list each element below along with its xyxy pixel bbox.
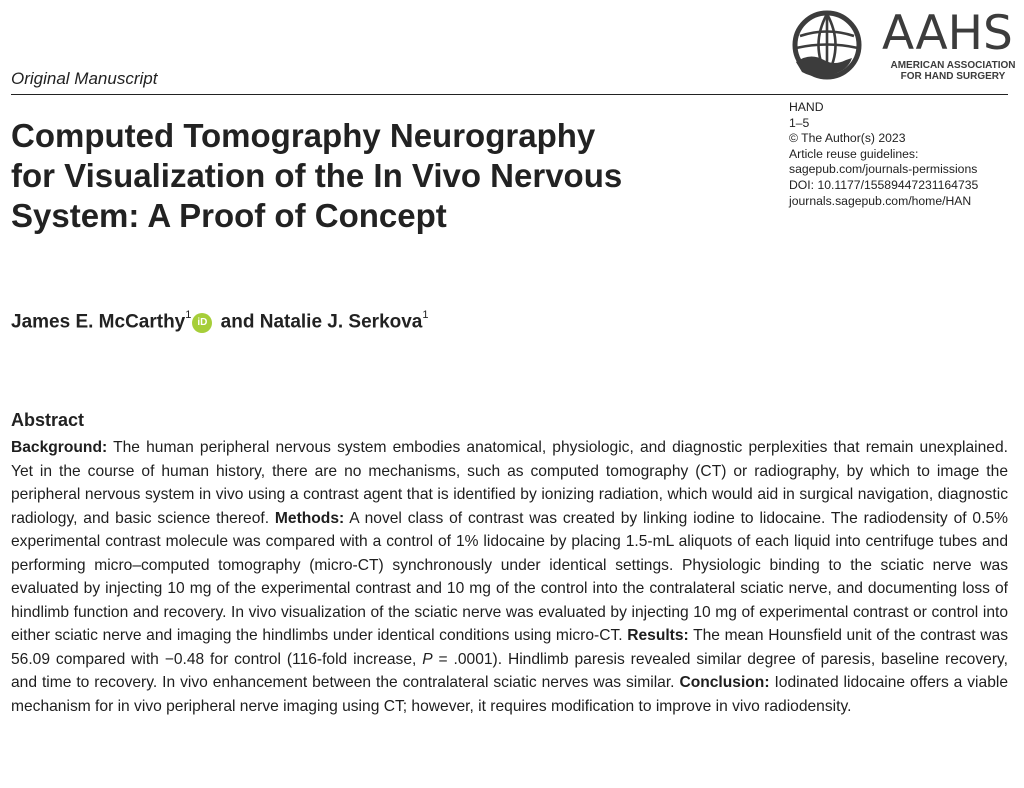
doi[interactable]: DOI: 10.1177/15589447231164735 (789, 177, 979, 192)
background-text: The human peripheral nervous system embodies anatomical, physiologic, and diagnostic perplexities that remain unexplained. Yet in the course of human history, there are no mechanisms, such as computed tomography (CT) or radiography, by which to image the peripheral nervous system in vivo using a contrast agent that is identified by ionizing radiation, which would aid in surgical navigation, diagnostic radiology, and basic science thereof. (11, 439, 1008, 527)
globe-hand-icon (790, 10, 864, 84)
author-list (11, 311, 429, 333)
journal-name: HAND (789, 100, 824, 114)
logo-name-line1: AMERICAN ASSOCIATION (890, 60, 1016, 71)
author-name: Natalie J. Serkova (259, 311, 423, 333)
results-text-continued: = .0001). Hindlimb paresis revealed similar degree of paresis, baseline recovery, and time to recovery. In vivo enhancement between the contralateral sciatic nerves was similar. (11, 650, 1008, 691)
affiliation-marker: 1 (185, 309, 192, 321)
header-rule (11, 94, 1008, 95)
p-value-symbol: P (422, 650, 433, 668)
logo-acronym: AAHS (882, 6, 1013, 61)
reuse-link[interactable]: sagepub.com/journals-permissions (789, 162, 978, 177)
title-line-3: System: A Proof of Concept (11, 197, 447, 234)
reuse-label: Article reuse guidelines: (789, 146, 919, 161)
abstract-body (11, 436, 1008, 718)
article-meta (789, 100, 1019, 209)
title-line-1: Computed Tomography Neurography (11, 117, 596, 154)
orcid-icon[interactable]: iD (192, 313, 212, 333)
copyright: © The Author(s) 2023 (789, 131, 906, 146)
logo-organization-name (883, 60, 1023, 82)
background-label: Background: (11, 439, 108, 456)
article-title (11, 116, 751, 236)
methods-label: Methods: (274, 509, 345, 527)
author-conjunction: and (220, 311, 255, 333)
affiliation-marker: 1 (422, 309, 429, 321)
conclusion-label: Conclusion: (679, 674, 770, 691)
results-text: The mean Hounsfield unit of the contrast was 56.09 compared with −0.48 for control (116-fold increase, (11, 627, 1008, 668)
title-line-2: for Visualization of the In Vivo Nervous (11, 157, 623, 194)
manuscript-type: Original Manuscript (11, 69, 158, 88)
logo-name-line2: FOR HAND SURGERY (900, 71, 1006, 82)
author-name: James E. McCarthy (11, 311, 186, 333)
page-range: 1–5 (789, 115, 810, 130)
journal-link[interactable]: journals.sagepub.com/home/HAN (789, 193, 972, 208)
aahs-logo (790, 8, 1020, 86)
methods-text: A novel class of contrast was created by linking iodine to lidocaine. The radiodensity of 0.5% experimental contrast molecule was compared with a control of 1% lidocaine by placing 1.5-mL aliquots of each liquid into centrifuge tubes and performing micro–computed tomography (micro-CT) synchronously under identical settings. Physiologic binding to the sciatic nerve was evaluated by injecting 10 mg of the experimental contrast and 10 mg of the control into the contralateral sciatic nerve, and documenting loss of hindlimb function and recovery. In vivo visualization of the sciatic nerve was evaluated by injecting 10 mg of experimental contrast or control into either sciatic nerve and imaging the hindlimbs under identical conditions using micro-CT. (11, 509, 1008, 644)
results-label: Results: (627, 627, 689, 644)
conclusion-text: Iodinated lidocaine offers a viable mechanism for in vivo peripheral nerve imaging using CT; however, it requires modification to improve in vivo radiodensity. (11, 674, 1009, 715)
abstract-heading: Abstract (11, 410, 85, 430)
